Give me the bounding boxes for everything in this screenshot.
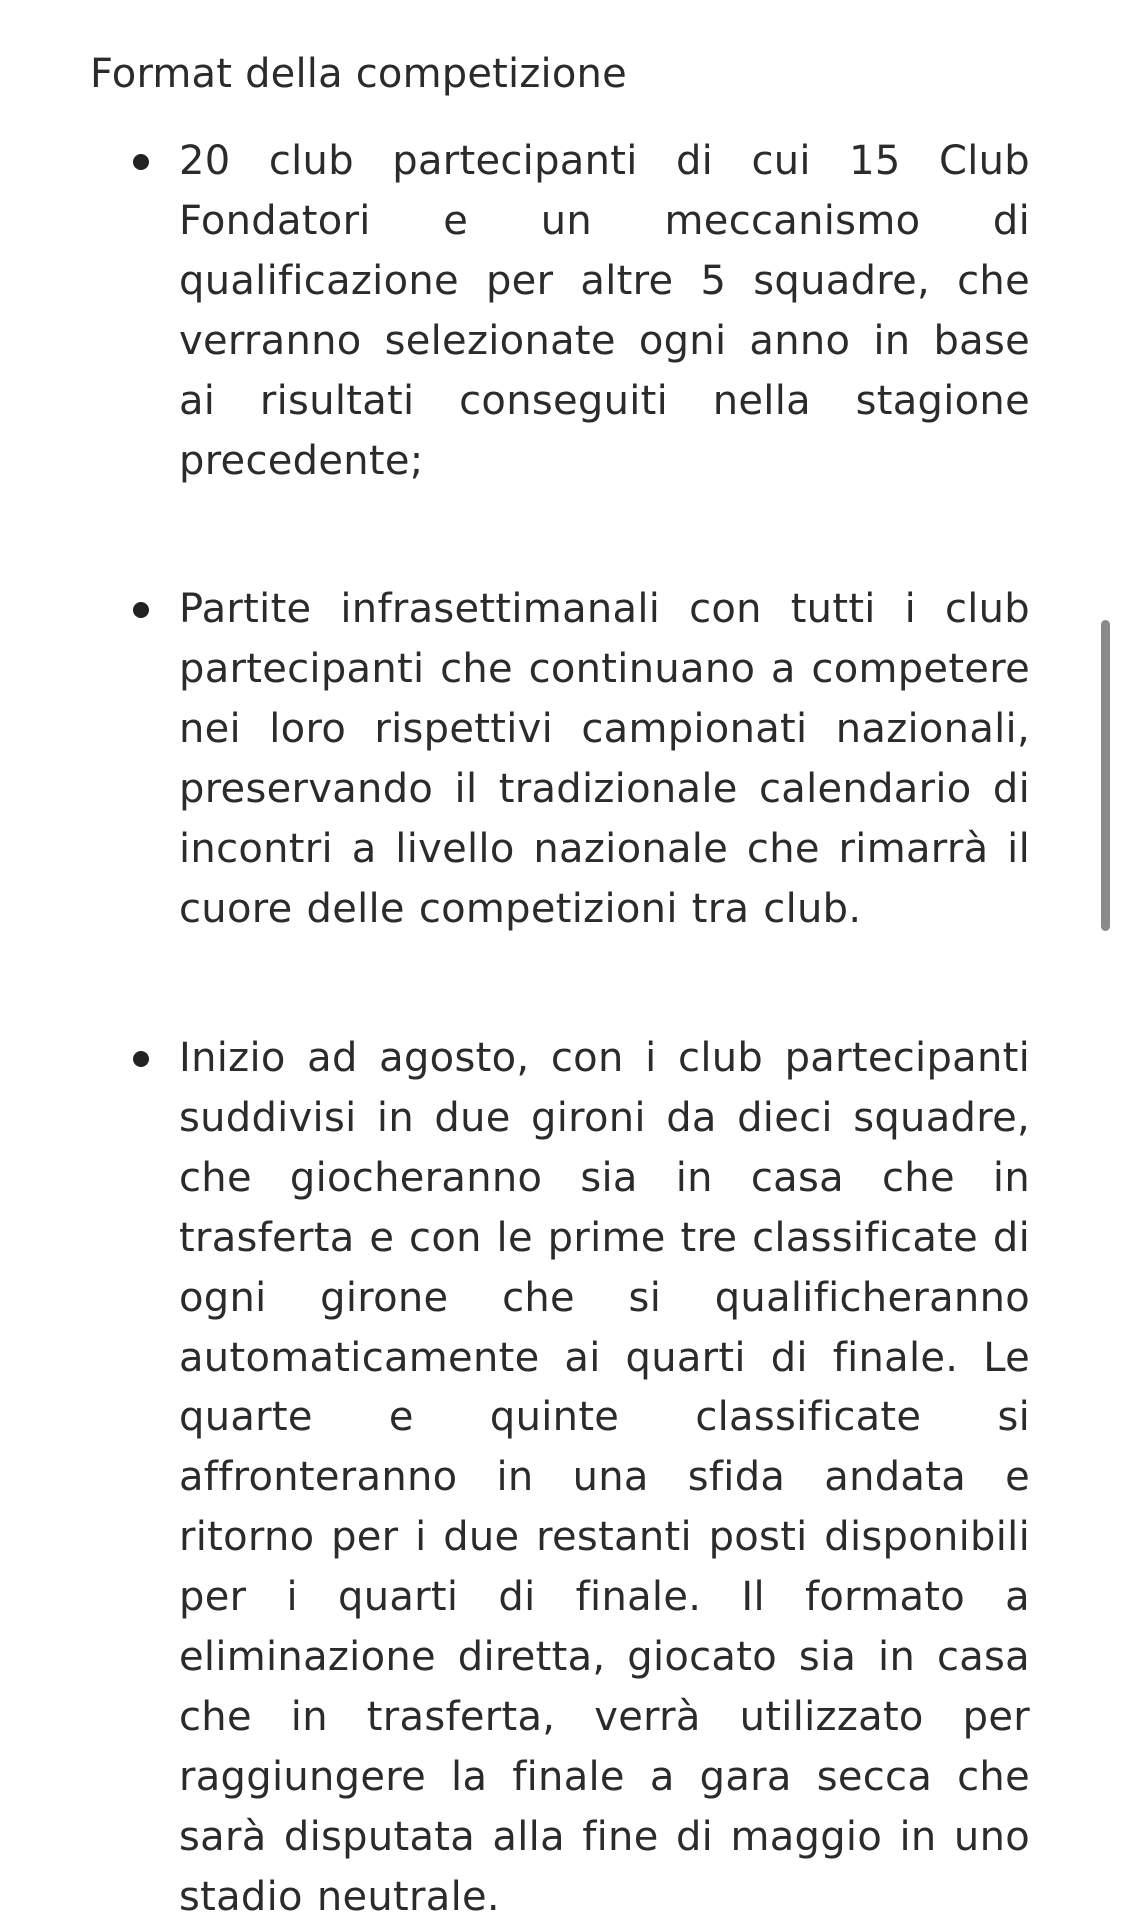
vertical-scrollbar[interactable]	[1101, 620, 1110, 931]
bullet-icon	[133, 602, 149, 618]
bullet-icon	[133, 1051, 149, 1067]
list-item-text: 20 club partecipanti di cui 15 Club Fondatori e un meccanismo di qualificazione per altre 5 squadre, che verranno selezionate ogni anno in base ai risultati conseguiti nella stagione precedente;	[179, 138, 1030, 484]
list-item-text: Partite infrasettimanali con tutti i club partecipanti che continuano a competere nei loro rispettivi campionati nazionali, preservando il tradizionale calendario di incontri a livello nazionale che rimarrà il cuore delle competizioni tra club.	[179, 586, 1030, 932]
list-item-text: Inizio ad agosto, con i club partecipanti suddivisi in due gironi da dieci squadre, che giocheranno sia in casa che in trasferta e con le prime tre classificate di ogni girone che si qualificheranno automaticamente ai quarti di finale. Le quarte e quinte classificate si affronteranno in una sfida andata e ritorno per i due restanti posti disponibili per i quarti di finale. Il formato a eliminazione diretta, giocato sia in casa che in trasferta, verrà utilizzato per raggiungere la finale a gara secca che sarà disputata alla fine di maggio in uno stadio neutrale.	[179, 1035, 1030, 1920]
bullet-icon	[133, 154, 149, 170]
section-heading: Format della competizione	[90, 51, 627, 97]
